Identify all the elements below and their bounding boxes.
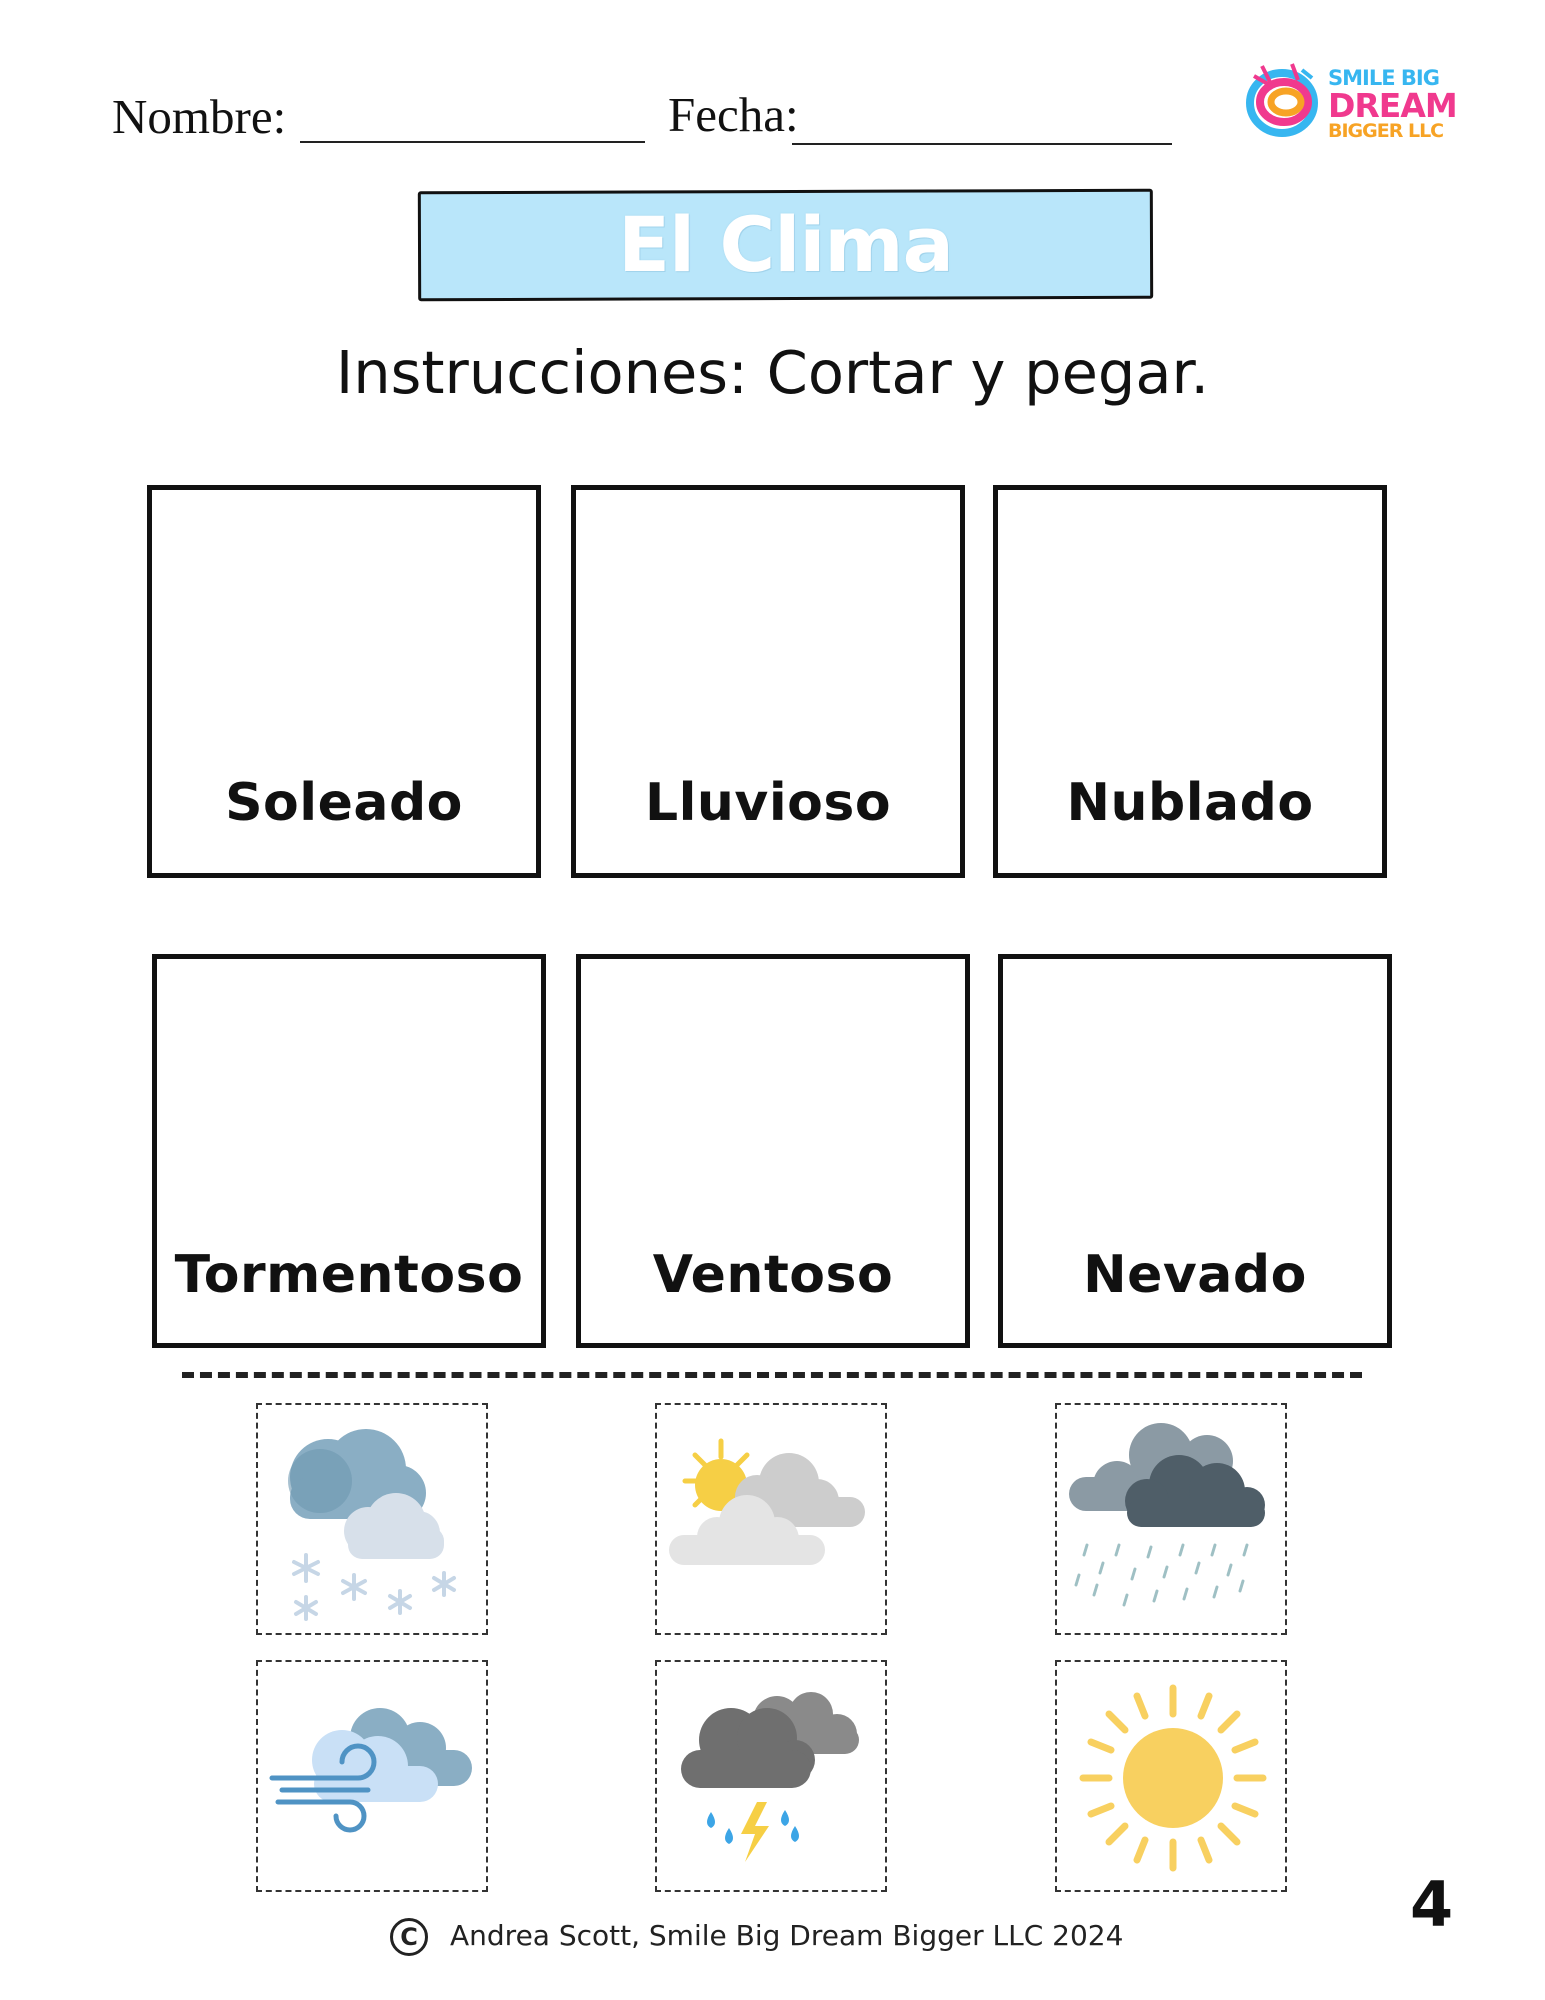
logo-line-1: SMILE BIG	[1328, 66, 1439, 90]
drop-box-soleado[interactable]	[147, 485, 541, 878]
logo-line-2: DREAM	[1328, 86, 1457, 125]
copyright-icon: C	[390, 1918, 428, 1956]
footer	[390, 1918, 1123, 1956]
cutout-card-sun[interactable]	[1055, 1660, 1287, 1892]
name-label: Nombre:	[112, 89, 287, 144]
box-label: Tormentoso	[174, 1245, 524, 1305]
box-label: Soleado	[225, 773, 463, 833]
logo	[1244, 58, 1457, 142]
snowy-cloud-icon	[258, 1405, 490, 1637]
date-line[interactable]	[792, 143, 1172, 145]
drop-box-nevado[interactable]	[998, 954, 1392, 1348]
cutout-card-partly-cloudy[interactable]	[655, 1403, 887, 1635]
drop-box-tormentoso[interactable]	[152, 954, 546, 1348]
windy-cloud-icon	[258, 1662, 490, 1894]
footer-text: Andrea Scott, Smile Big Dream Bigger LLC 2024	[450, 1919, 1124, 1952]
instructions: Instrucciones: Cortar y pegar.	[335, 338, 1210, 407]
name-line[interactable]	[300, 141, 645, 143]
cutout-card-thunderstorm[interactable]	[655, 1660, 887, 1892]
partly-cloudy-icon	[657, 1405, 889, 1637]
logo-line-3: BIGGER LLC	[1328, 120, 1444, 142]
cut-line	[182, 1372, 1362, 1378]
page-number: 4	[1410, 1868, 1454, 1941]
box-label: Lluvioso	[644, 773, 892, 833]
drop-box-ventoso[interactable]	[576, 954, 970, 1348]
rain-cloud-icon	[1057, 1405, 1289, 1637]
logo-mark-icon	[1244, 58, 1324, 142]
box-label: Nevado	[1083, 1245, 1307, 1305]
page-title: El Clima	[618, 200, 953, 289]
cutout-card-rain[interactable]	[1055, 1403, 1287, 1635]
box-label: Nublado	[1066, 773, 1314, 833]
box-label: Ventoso	[652, 1245, 894, 1305]
thunderstorm-icon	[657, 1662, 889, 1894]
drop-box-nublado[interactable]	[993, 485, 1387, 878]
sun-icon	[1057, 1662, 1289, 1894]
drop-box-lluvioso[interactable]	[571, 485, 965, 878]
cutout-card-snowy[interactable]	[256, 1403, 488, 1635]
date-label: Fecha:	[668, 87, 799, 142]
cutout-card-windy[interactable]	[256, 1660, 488, 1892]
